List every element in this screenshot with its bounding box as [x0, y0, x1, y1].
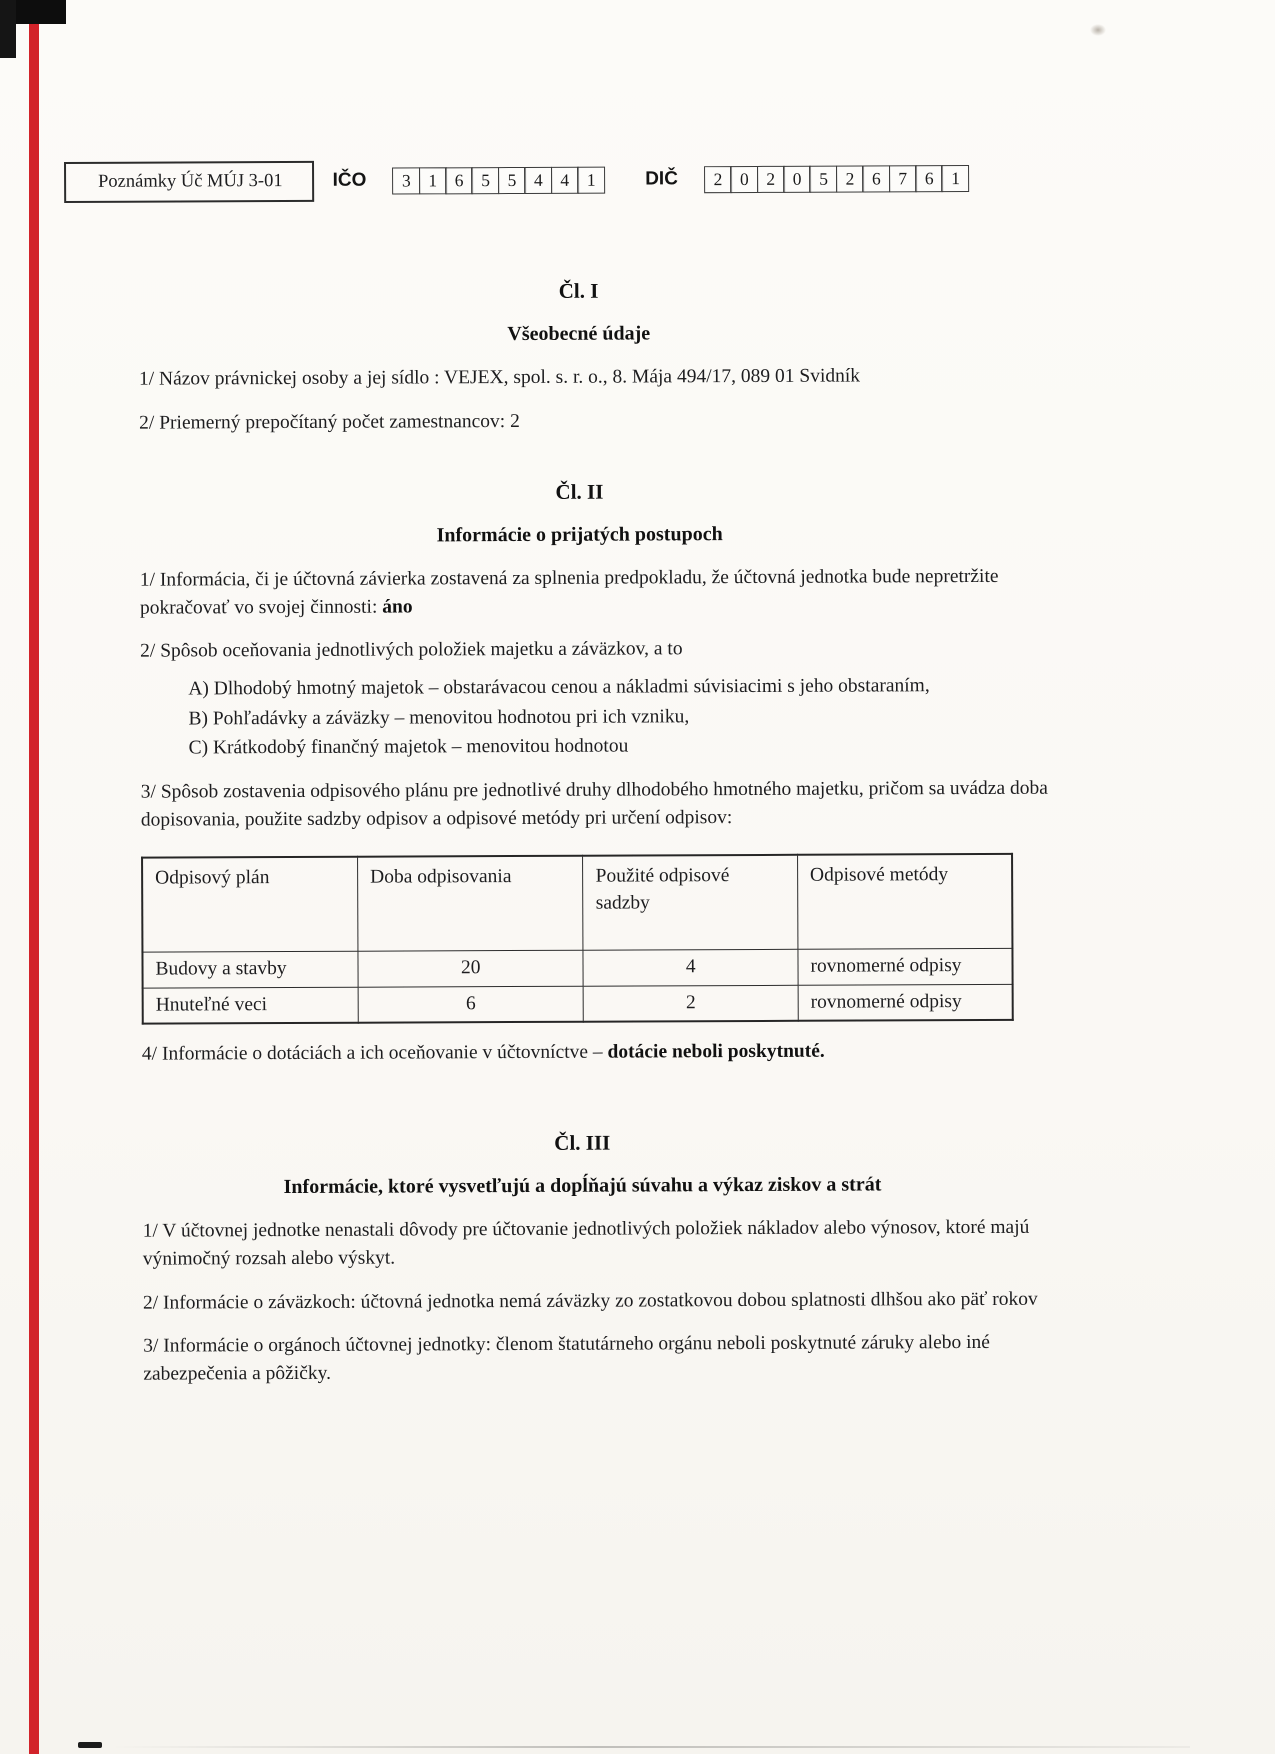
dic-label: DIČ	[645, 168, 678, 190]
depreciation-table-body	[142, 948, 1012, 1024]
table-cell: rovnomerné odpisy	[798, 948, 1013, 985]
table-cell: 4	[583, 949, 798, 986]
table-cell: Hnuteľné veci	[143, 987, 359, 1024]
section1-title: Čl. I	[558, 278, 599, 304]
digit-cell: 5	[472, 167, 500, 194]
form-title-box	[64, 161, 315, 203]
digit-cell: 2	[704, 166, 732, 193]
digit-cell: 6	[915, 165, 943, 192]
ico-digit-boxes	[392, 167, 605, 195]
valuation-list-item: A) Dlhodobý hmotný majetok – obstarávacou cenou a nákladmi súvisiacimi s jeho obstaraním,	[188, 675, 930, 700]
depreciation-table-header-row	[142, 853, 1012, 952]
table-cell: 20	[358, 950, 584, 987]
table-header-cell: Odpisový plán	[142, 856, 358, 952]
digit-cell: 3	[392, 168, 420, 195]
table-row	[143, 984, 1013, 1024]
digit-cell: 2	[836, 166, 864, 193]
digit-cell: 4	[551, 167, 579, 194]
dic-digit-boxes	[704, 165, 970, 193]
valuation-list-item: C) Krátkodobý finančný majetok – menovitou hodnotou	[188, 736, 629, 759]
section2-paragraph-4-text: 4/ Informácie o dotáciách a ich oceňovanie v účtovníctve –	[141, 1041, 608, 1065]
section3-title: Čl. III	[554, 1130, 611, 1155]
section3-paragraph-2: 2/ Informácie o záväzkoch: účtovná jednotka nemá záväzky zo zostatkovou dobou splatnosti dlhšou ako päť rokov	[142, 1288, 1038, 1314]
digit-cell: 5	[809, 166, 837, 193]
document-body	[139, 275, 1092, 1388]
table-cell: Budovy a stavby	[142, 951, 358, 988]
depreciation-table	[141, 852, 1014, 1025]
digit-cell: 6	[445, 167, 473, 194]
section3-paragraph-1: 1/ V účtovnej jednotke nenastali dôvody pre účtovanie jednotlivých položiek nákladov alebo výnosov, ktoré majú výnimočný rozsah alebo výskyt.	[142, 1216, 1030, 1270]
valuation-method-list	[140, 672, 1088, 763]
digit-cell: 1	[577, 167, 605, 194]
section2-paragraph-2: 2/ Spôsob oceňovania jednotlivých položiek majetku a záväzkov, a to	[140, 638, 683, 663]
digit-cell: 0	[730, 166, 758, 193]
section1-paragraph-1: 1/ Názov právnickej osoby a jej sídlo : VEJEX, spol. s. r. o., 8. Mája 494/17, 089 01 Svidník	[138, 365, 861, 391]
table-header-cell: Doba odpisovania	[358, 855, 584, 951]
digit-cell: 6	[862, 166, 890, 193]
valuation-list-item: B) Pohľadávky a záväzky – menovitou hodnotou pri ich vzniku,	[188, 706, 690, 730]
digit-cell: 2	[757, 166, 785, 193]
digit-cell: 1	[419, 167, 447, 194]
digit-cell: 5	[498, 167, 526, 194]
table-cell: 6	[358, 986, 584, 1023]
section2-title: Čl. II	[555, 479, 604, 504]
table-cell: rovnomerné odpisy	[798, 984, 1013, 1021]
table-row	[142, 948, 1012, 987]
digit-cell: 4	[524, 167, 552, 194]
section2-paragraph-1-answer: áno	[382, 596, 413, 618]
digit-cell: 0	[783, 166, 811, 193]
section1-paragraph-2: 2/ Priemerný prepočítaný počet zamestnancov: 2	[139, 411, 520, 434]
digit-cell: 7	[889, 165, 917, 192]
ico-label: IČO	[332, 169, 367, 191]
section3-paragraph-3: 3/ Informácie o orgánoch účtovnej jednotky: členom štatutárneho orgánu neboli poskytnuté záruky alebo iné zabezpečenia a pôžičky.	[143, 1332, 990, 1385]
section2-paragraph-4	[142, 1037, 1090, 1069]
digit-cell: 1	[942, 165, 970, 192]
table-header-cell: Použité odpisové sadzby	[583, 854, 798, 950]
section2-paragraph-3: 3/ Spôsob zostavenia odpisového plánu pre jednotlivé druhy dlhodobého hmotného majetku, pričom sa uvádza doba dopisovania, použite sadzby odpisov a odpisové metódy pri určení odpisov:	[140, 777, 1048, 831]
section2-paragraph-1	[140, 563, 1088, 623]
section1-subtitle: Všeobecné údaje	[507, 322, 651, 346]
table-cell: 2	[584, 985, 799, 1022]
section2-subtitle: Informácie o prijatých postupoch	[436, 522, 723, 547]
form-header	[64, 157, 1275, 204]
form-title: Poznámky Úč MÚJ 3-01	[98, 171, 283, 192]
section2-paragraph-4-bold: dotácie neboli poskytnuté.	[607, 1040, 825, 1063]
table-header-cell: Odpisové metódy	[797, 853, 1012, 949]
section3-subtitle: Informácie, ktoré vysvetľujú a dopĺňajú súvahu a výkaz ziskov a strát	[283, 1173, 882, 1198]
section2-paragraph-1-text: 1/ Informácia, či je účtovná závierka zostavená za splnenia predpokladu, že účtovná jednotka bude nepretržite pokračovať vo svojej činnosti:	[139, 565, 999, 619]
